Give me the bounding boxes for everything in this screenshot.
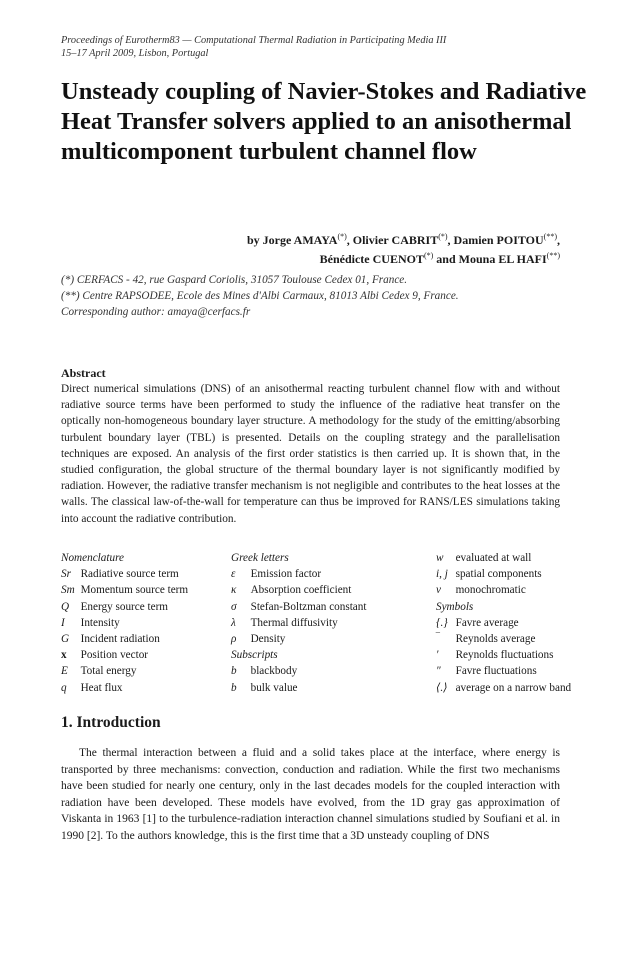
nomenclature-description: Absorption coefficient (250, 584, 352, 597)
nomenclature-description: Position vector (80, 649, 149, 662)
nomenclature-description: Emission factor (250, 568, 322, 581)
author-name: Mouna EL HAFI (458, 252, 547, 266)
nomenclature-entry (231, 631, 366, 647)
nomenclature-entry (436, 566, 571, 582)
nomenclature-description: Total energy (80, 665, 137, 678)
nomenclature-description: Density (250, 633, 286, 646)
nomenclature-entry (231, 680, 366, 696)
nomenclature-description: Intensity (80, 616, 120, 629)
nomenclature-entry (231, 566, 366, 582)
author-sep: , (447, 233, 454, 247)
nomenclature-symbol: Sr (61, 568, 71, 581)
author-name: Olivier CABRIT (352, 233, 439, 247)
nomenclature-entry (231, 582, 366, 598)
nomenclature-symbol: G (61, 633, 70, 646)
nomenclature-description: Momentum source term (80, 584, 189, 597)
nomenclature-entry (436, 631, 571, 647)
author-sep: and (433, 252, 459, 266)
author-mark: (**) (543, 232, 557, 241)
author-list (150, 229, 560, 267)
nomenclature-entry (436, 647, 571, 663)
author-mark: (*) (423, 251, 434, 260)
nomenclature-entry (61, 663, 188, 679)
nomenclature-symbol: λ (231, 616, 236, 629)
nomenclature-entry (436, 663, 571, 679)
nomenclature-symbol: i, j (436, 568, 448, 581)
nomenclature-symbol: {.} (436, 616, 448, 629)
author-name: Jorge AMAYA (262, 233, 338, 247)
author-sep: , (346, 233, 353, 247)
nomenclature-column-2 (231, 550, 366, 696)
nomenclature-description: monochromatic (455, 584, 526, 597)
nomenclature-description: Radiative source term (80, 568, 179, 581)
nomenclature-entry (61, 615, 188, 631)
nomenclature-entry (436, 550, 571, 566)
nomenclature-symbol: E (61, 665, 68, 678)
nomenclature-description: Thermal diffusivity (250, 616, 338, 629)
nomenclature-symbol: Q (61, 600, 70, 613)
author-mark: (*) (438, 232, 448, 241)
nomenclature-symbol: ″ (436, 665, 441, 678)
abstract-text: Direct numerical simulations (DNS) of an anisothermal reacting turbulent channel flow with and without radiative source terms have been performed to study the influence of the radiative heat transfer on the optically non-homogeneous boundary layer structure. A methodology for the study of the emitting/absorbing turbulent boundary layer (TBL) is presented. Details on the coupling strategy and the parallelisation techniques are exposed. An analysis of the first order statistics is then carried up. It is shown that, in the studied configuration, the global structure of the thermal boundary layer is not significantly modified by radiation. However, the radiative transfer mechanism is not negligible and contributes to the heat losses at the walls. The classical law-of-the-wall for temperature can thus be improved for RANS/LES simulations taking into account the radiative contribution. (61, 383, 560, 525)
nomenclature-entry (61, 599, 188, 615)
nomenclature-entry (436, 680, 571, 696)
nomenclature-description: spatial components (455, 568, 542, 581)
header-line-date: 15–17 April 2009, Lisbon, Portugal (61, 48, 209, 59)
nomenclature-entry (436, 582, 571, 598)
nomenclature-symbol: ‾ (436, 633, 440, 646)
symbols-heading: Symbols (436, 600, 474, 613)
author-mark: (**) (546, 251, 560, 260)
paper-title: Unsteady coupling of Navier-Stokes and Radiative Heat Transfer solvers applied to an anisothermal multicomponent turbulent channel flow (61, 78, 587, 165)
nomenclature-symbol: κ (231, 584, 237, 597)
subscripts-heading: Subscripts (231, 649, 278, 662)
nomenclature-entry (231, 615, 366, 631)
nomenclature-symbol: b (231, 681, 237, 694)
author-name: Damien POITOU (453, 233, 544, 247)
nomenclature-description: Heat flux (80, 681, 123, 694)
nomenclature-symbol: w (436, 552, 444, 564)
nomenclature-symbol: ν (436, 584, 441, 597)
nomenclature-heading: Nomenclature (61, 552, 124, 564)
running-header (61, 34, 581, 60)
nomenclature-entry (231, 599, 366, 615)
nomenclature-description: Favre fluctuations (455, 665, 537, 678)
nomenclature-entry (61, 566, 188, 582)
introduction-text: The thermal interaction between a fluid and a solid takes place at the interface, where energy is transported by three mechanisms: convection, conduction and radiation. While the first two mechanisms have been studied for nearly one century, only in the last decades models for the coupled interaction with radiation have been developed. These models have evolved, from the 1D gray gas approximation of Viskanta in 1963 [1] to the turbulence-radiation interaction channel simulations studied by Soufiani et al. in 1990 [2]. To the authors knowledge, this is the first time that a 3D unsteady coupling of DNS (61, 747, 560, 842)
nomenclature-column-1 (61, 550, 188, 696)
nomenclature-description: bulk value (250, 681, 298, 694)
nomenclature-description: Reynolds fluctuations (455, 649, 554, 662)
nomenclature-entry (61, 631, 188, 647)
nomenclature-entry (61, 647, 188, 663)
nomenclature-symbol: I (61, 616, 65, 629)
affiliation-rapsodee: (**) Centre RAPSODEE, Ecole des Mines d'Albi Carmaux, 81013 Albi Cedex 9, France. (61, 290, 459, 302)
nomenclature-entry (231, 663, 366, 679)
nomenclature-description: Reynolds average (455, 633, 536, 646)
nomenclature-symbol: σ (231, 600, 237, 613)
nomenclature-entry (436, 615, 571, 631)
nomenclature-description: blackbody (250, 665, 298, 678)
nomenclature-symbol: ⟨.⟩ (436, 681, 448, 694)
author-sep: , (557, 233, 560, 247)
affiliations (61, 272, 581, 320)
affiliation-cerfacs: (*) CERFACS - 42, rue Gaspard Coriolis, 31057 Toulouse Cedex 01, France. (61, 274, 408, 286)
nomenclature-symbol: q (61, 681, 67, 694)
nomenclature-symbol: ε (231, 568, 236, 581)
nomenclature-symbol: ′ (436, 649, 439, 662)
author-mark: (*) (337, 232, 347, 241)
nomenclature-symbol: b (231, 665, 237, 678)
section-heading-introduction: 1. Introduction (61, 714, 161, 731)
author-name: Bénédicte CUENOT (319, 252, 424, 266)
author-by: by (246, 233, 260, 247)
nomenclature-description: Stefan-Boltzman constant (250, 600, 367, 613)
nomenclature-symbol: Sm (61, 584, 75, 597)
header-line-proceedings: Proceedings of Eurotherm83 — Computational Thermal Radiation in Participating Media III (61, 35, 447, 46)
greek-letters-heading: Greek letters (231, 552, 289, 564)
nomenclature-description: average on a narrow band (455, 681, 572, 694)
nomenclature-description: Favre average (455, 616, 519, 629)
nomenclature-entry (61, 680, 188, 696)
corresponding-author: Corresponding author: amaya@cerfacs.fr (61, 306, 251, 318)
nomenclature-description: Incident radiation (80, 633, 160, 646)
nomenclature-column-3 (436, 550, 571, 696)
nomenclature-symbol: ρ (231, 633, 237, 646)
nomenclature-symbol: x (61, 649, 67, 662)
nomenclature-entry (61, 582, 188, 598)
abstract-heading: Abstract (61, 366, 106, 380)
nomenclature-description: Energy source term (80, 600, 168, 613)
nomenclature-description: evaluated at wall (455, 552, 532, 564)
